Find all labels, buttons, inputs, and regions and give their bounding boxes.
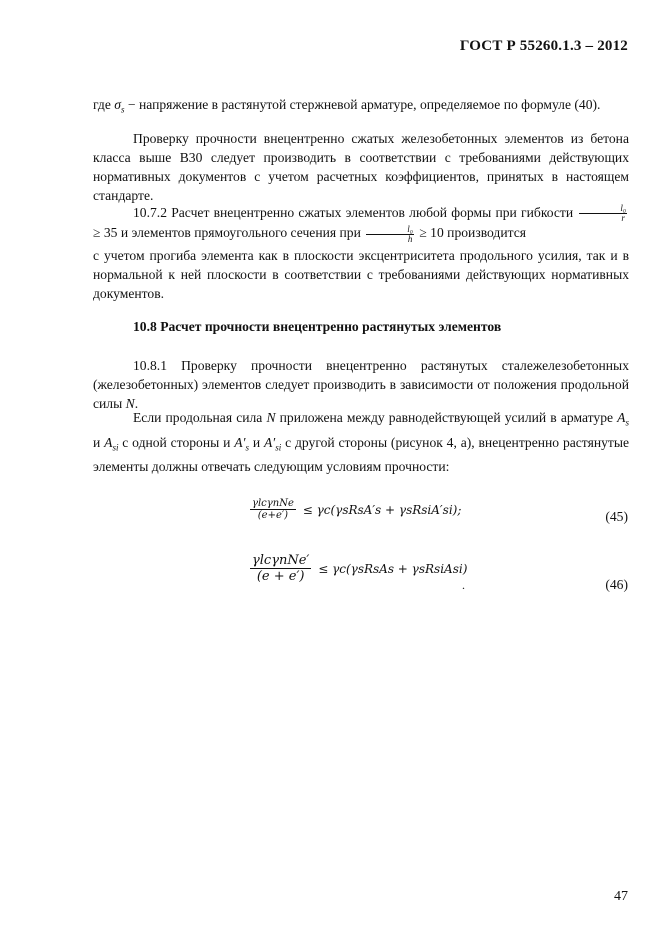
equation-46-numerator: γlcγnNe′	[252, 553, 310, 568]
symbol-As: A	[617, 410, 626, 425]
text: ≥ 10 производится	[419, 225, 527, 241]
symbol-A-prime-si: A′	[264, 434, 276, 450]
symbol-As-sub: s	[625, 417, 629, 428]
equation-46-denominator: (e + e′)	[256, 569, 305, 584]
equation-45	[250, 498, 461, 521]
text: .	[134, 396, 139, 411]
symbol-Asi: A	[104, 434, 113, 450]
slenderness-fraction-h: $\frac{\text{l₀}}{h}$	[366, 225, 414, 244]
slenderness-fraction-r: $\frac{\text{l₀}}{r}$	[579, 204, 627, 223]
symbol-Asi-sub: si	[112, 442, 119, 453]
text: и	[252, 434, 261, 450]
text: − напряжение в растянутой стержневой арматуре, определяемое по формуле (40).	[127, 97, 601, 112]
equation-45-denominator: (e+e′)	[257, 510, 289, 521]
page-number: 47	[614, 889, 628, 904]
force-N: N	[266, 410, 276, 425]
document-header: ГОСТ Р 55260.1.3 – 2012	[459, 38, 628, 54]
symbol-A-prime-si-sub: si	[275, 442, 282, 453]
paragraph-10-7-2	[93, 203, 629, 244]
equation-45-number: (45)	[605, 509, 628, 524]
section-heading-10-8: 10.8 Расчет прочности внецентренно растянутых элементов	[133, 319, 502, 334]
sigma-symbol: σ	[114, 97, 121, 112]
equation-45-numerator: γlcγnNe	[252, 498, 294, 509]
paragraph-text: Проверку прочности внецентренно сжатых железобетонных элементов из бетона класса выше В30 следует производить в соответствии с требованиями действующих нормативных документов с учетом расчетных коэффициентов, принятых в настоящем стандарте.	[93, 131, 629, 203]
equation-45-rhs: ≤ γc(γsRsA′s + γsRsiA′si);	[302, 502, 462, 517]
text: с одной стороны и	[122, 434, 231, 450]
force-N: N	[125, 396, 135, 411]
text: приложена между равнодействующей усилий в арматуре	[279, 410, 614, 425]
sigma-subscript: s	[120, 104, 125, 115]
text: Если продольная сила	[133, 410, 263, 425]
paragraph-strength-check	[93, 129, 629, 205]
text: ≥ 35 и элементов прямоугольного сечения при	[93, 225, 361, 241]
equation-46-number: (46)	[605, 577, 628, 592]
paragraph-text: с учетом прогиба элемента как в плоскости эксцентриситета продольного усилия, так и в нормальной к ней плоскости в соответствии с требованиями действующих нормативных документов.	[93, 248, 629, 301]
paragraph-deflection	[93, 246, 629, 303]
equation-46	[250, 553, 467, 584]
paragraph-sigma-definition	[93, 95, 629, 120]
equation-46-trailing-dot: .	[462, 578, 465, 592]
equation-46-fraction	[250, 553, 311, 584]
paragraph-10-8-1	[93, 356, 629, 413]
text: 10.7.2 Расчет внецентренно сжатых элементов любой формы при гибкости	[133, 205, 574, 220]
paragraph-force-position	[93, 408, 629, 476]
equation-46-rhs: ≤ γc(γsRsAs + γsRsiAsi)	[318, 561, 468, 576]
text: 10.8.1 Проверку прочности внецентренно растянутых сталежелезобетонных (железобетонных) элементов следует производить в зависимости от положения продольной силы	[93, 358, 629, 411]
symbol-A-prime-s: A′	[234, 434, 246, 450]
text: с другой стороны (рисунок 4, а), внецентренно растянутые элементы должны отвечать следующим условиям прочности:	[93, 434, 629, 475]
equation-45-fraction	[250, 498, 296, 521]
symbol-A-prime-s-sub: s	[245, 442, 250, 453]
text: и	[93, 434, 101, 450]
text: где	[93, 97, 111, 112]
